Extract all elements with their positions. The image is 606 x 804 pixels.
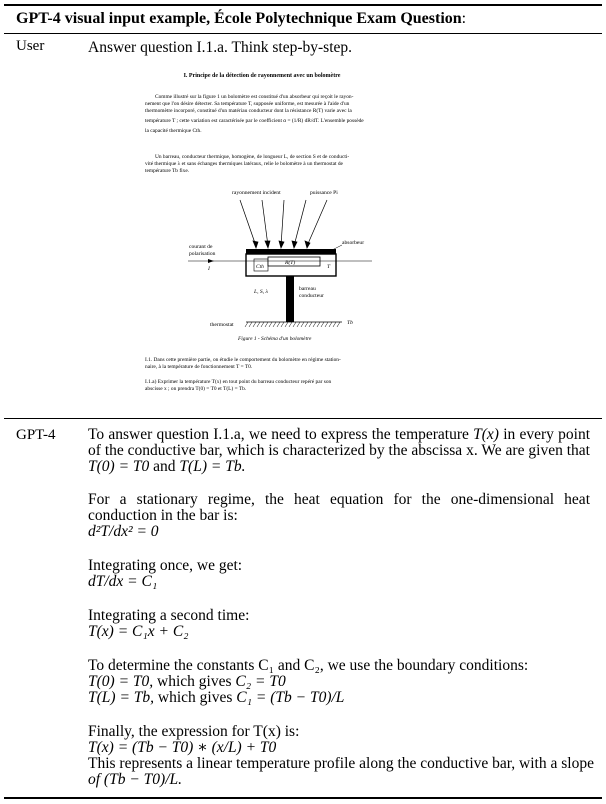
integrate-once-text: Integrating once, we get: (88, 557, 243, 574)
exam-para2-line: Un barreau, conducteur thermique, homogène, de longueur L, de section S et de conducti- (155, 154, 350, 160)
exam-title: I. Principe de la détection de rayonnement avec un bolomètre (183, 73, 341, 79)
exam-image (112, 68, 412, 413)
summary-line-2: of (Tb − T0)/L. (88, 771, 183, 788)
absorber-label: absorbeur (342, 240, 365, 246)
rt-label: R(T) (285, 260, 296, 266)
summary-line-1: This represents a linear temperature profile along the conductive bar, with a slope (88, 755, 594, 772)
exam-para1-line: température T ; cette variation est caractérisée par le coefficient α = (1/R) dR/dT. L'ensemble possède (145, 118, 364, 124)
radiation-arrows (240, 200, 327, 248)
exam-para1-line: thermomètre incorporé, constitué d'un matériau conducteur dont la résistance R(T) varie avec la (145, 108, 352, 114)
cth-label: Cth (256, 264, 264, 270)
current-symbol: I (208, 266, 210, 272)
boundary-condition-1: T(0) = T0, which gives C₂ = T0 (88, 673, 286, 690)
heat-equation: d²T/dx² = 0 (88, 523, 159, 540)
page-title: GPT-4 visual input example, École Polytechnique Exam Question: (16, 10, 467, 27)
incident-label: rayonnement incident (232, 190, 281, 196)
t-label: T (327, 264, 331, 270)
exam-q1-line: naire, à la température de fonctionnement T = T0. (145, 364, 253, 370)
thermostat-hatching (245, 322, 340, 327)
first-integral-equation: dT/dx = C₁ (88, 573, 158, 590)
constants-text: To determine the constants C₁ and C₂, we use the boundary conditions: (88, 657, 529, 674)
user-role-label: User (16, 38, 45, 54)
section-rule (4, 418, 602, 419)
final-expression-text: Finally, the expression for T(x) is: (88, 723, 300, 740)
top-rule (4, 4, 602, 6)
exam-para1-line: la capacité thermique Cth. (145, 128, 202, 134)
thermostat-label: thermostat (210, 322, 234, 328)
exam-para1-line: nement que l'on désire détecter. Sa température T, supposée uniforme, est mesurée à l'aide d'un (145, 101, 350, 107)
bar-label-2: conducteur (299, 293, 324, 299)
bar-label-1: barreau (299, 286, 316, 292)
exam-q1a-line: I.1.a) Exprimer la température T(x) en tout point du barreau conducteur repéré par son (145, 379, 332, 385)
integrate-twice-text: Integrating a second time: (88, 607, 250, 624)
figure-caption: Figure 1 - Schéma d'un bolomètre (238, 336, 312, 342)
tb-label: Tb (347, 320, 353, 326)
stationary-line-2: conduction in the bar is: (88, 507, 238, 524)
bolometer-figure (142, 186, 412, 356)
bottom-rule (4, 797, 602, 799)
final-equation: T(x) = (Tb − T0) ∗ (x/L) + T0 (88, 739, 277, 756)
current-label-2: polarisation (189, 251, 216, 257)
exam-para1-line: Comme illustré sur la figure 1 un bolomètre est constitué d'un absorbeur qui reçoit le rayon- (155, 94, 354, 100)
conductive-bar (286, 276, 294, 322)
stationary-line-1: For a stationary regime, the heat equation for the one-dimensional heat (88, 491, 590, 508)
user-prompt: Answer question I.1.a. Think step-by-step. (88, 39, 353, 56)
exam-q1-line: I.1. Dans cette première partie, on étudie le comportement du bolomètre en régime station- (145, 357, 341, 363)
assistant-role-label: GPT-4 (16, 427, 56, 443)
header-rule (4, 33, 602, 34)
power-label: puissance Pi (310, 190, 338, 196)
current-label-1: courant de (189, 244, 213, 250)
answer-intro-line-1: To answer question I.1.a, we need to express the temperature T(x) in every point (88, 426, 591, 443)
second-integral-equation: T(x) = C₁x + C₂ (88, 623, 189, 640)
absorber-plate (246, 249, 336, 254)
boundary-condition-2: T(L) = Tb, which gives C₁ = (Tb − T0)/L (88, 689, 345, 706)
exam-para2-line: vité thermique λ et sans échanges thermiques latéraux, relie le bolomètre à un thermostat de (145, 161, 343, 167)
bar-params-label: L, S, λ (254, 289, 268, 295)
answer-intro-line-3: T(0) = T0 and T(L) = Tb. (88, 458, 246, 475)
exam-q1a-line: abscisse x ; on prendra T(0) = T0 et T(L) = Tb. (145, 386, 247, 392)
exam-para2-line: température Tb fixe. (145, 168, 190, 174)
answer-intro-line-2: of the conductive bar, which is characterized by the abscissa x. We are given that (88, 442, 590, 459)
